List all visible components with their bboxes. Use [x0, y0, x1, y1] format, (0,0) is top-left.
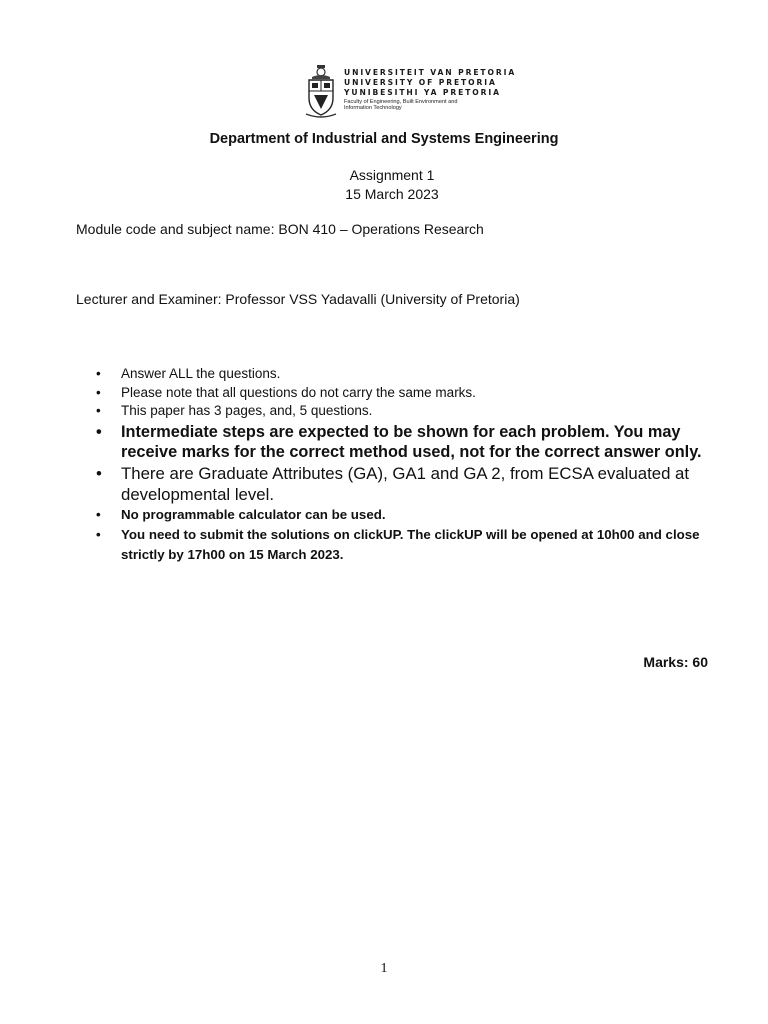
instruction-item: • There are Graduate Attributes (GA), GA1 and GA 2, from ECSA evaluated at developmental level. — [76, 463, 716, 505]
instruction-item: • You need to submit the solutions on clickUP. The clickUP will be opened at 10h00 and close strictly by 17h00 on 15 March 2023. — [76, 525, 716, 565]
assignment-title: Assignment 1 — [349, 167, 435, 183]
lecturer-line: Lecturer and Examiner: Professor VSS Yadavalli (University of Pretoria) — [76, 291, 520, 307]
page-number: 1 — [380, 961, 388, 976]
logo-faculty: Faculty of Engineering, Built Environment and Information Technology — [344, 99, 458, 112]
module-line: Module code and subject name: BON 410 – Operations Research — [76, 221, 484, 237]
university-logo — [304, 64, 517, 132]
department-title: Department of Industrial and Systems Engineering — [209, 131, 559, 147]
instruction-item: • No programmable calculator can be used. — [76, 505, 716, 525]
instructions-list — [76, 365, 716, 565]
university-crest-icon — [304, 64, 338, 120]
instruction-item: • Please note that all questions do not carry the same marks. — [76, 384, 716, 403]
instruction-item: • This paper has 3 pages, and, 5 questions. — [76, 402, 716, 421]
instruction-item: • Intermediate steps are expected to be shown for each problem. You may receive marks for the correct method used, not for the correct answer only. — [76, 422, 716, 463]
instruction-item: • Answer ALL the questions. — [76, 365, 716, 384]
logo-line-english: UNIVERSITY OF PRETORIA — [344, 78, 497, 87]
logo-line-afrikaans: UNIVERSITEIT VAN PRETORIA — [344, 68, 517, 77]
logo-line-sepedi: YUNIBESITHI YA PRETORIA — [344, 88, 501, 97]
assignment-date: 15 March 2023 — [345, 186, 439, 202]
marks-total: Marks: 60 — [643, 654, 708, 670]
